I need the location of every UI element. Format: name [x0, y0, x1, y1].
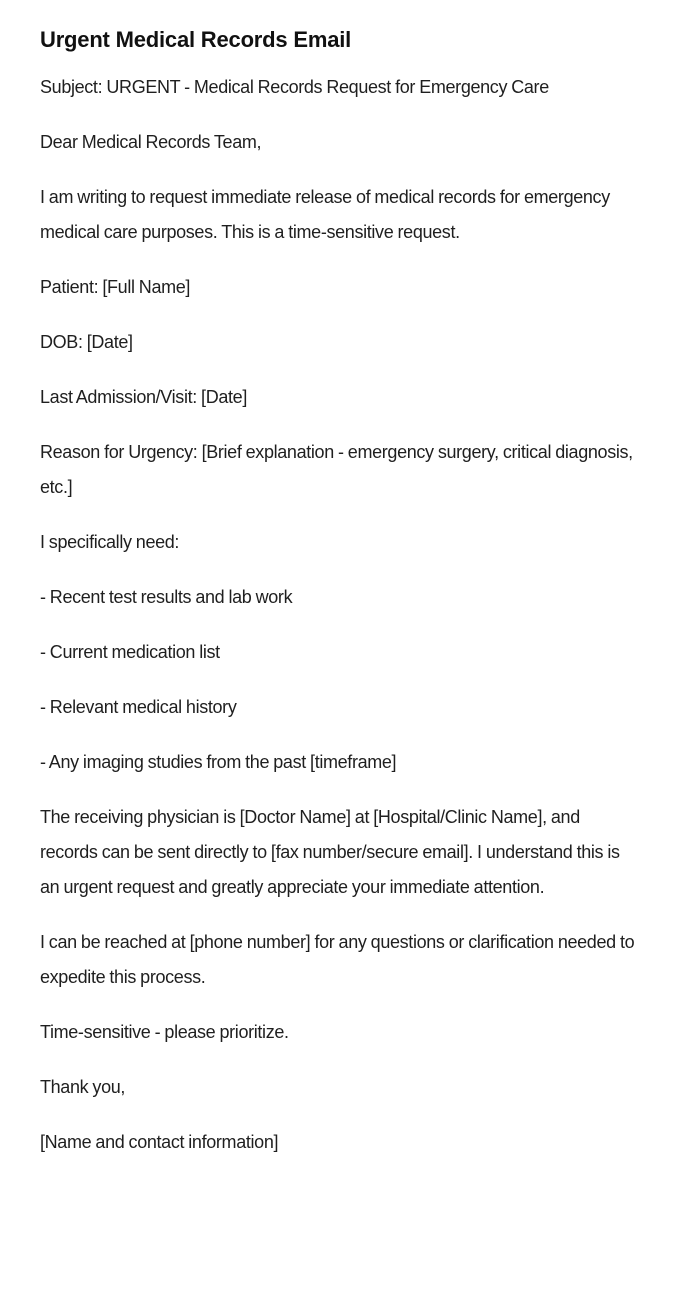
paragraph: - Current medication list — [40, 642, 220, 662]
paragraph: Dear Medical Records Team, — [40, 132, 262, 152]
paragraph: Patient: [Full Name] — [40, 277, 191, 297]
paragraph: - Any imaging studies from the past [timeframe] — [40, 752, 397, 772]
paragraph: Subject: URGENT - Medical Records Request for Emergency Care — [40, 77, 549, 97]
paragraph: Reason for Urgency: [Brief explanation - emergency surgery, critical diagnosis, etc.] — [40, 442, 633, 497]
paragraph: DOB: [Date] — [40, 332, 133, 352]
paragraph: - Recent test results and lab work — [40, 587, 293, 607]
paragraph: I can be reached at [phone number] for any questions or clarification needed to expedite this process. — [40, 932, 635, 987]
page-title: Urgent Medical Records Email — [40, 27, 352, 52]
paragraph: Last Admission/Visit: [Date] — [40, 387, 247, 407]
paragraph: Thank you, — [40, 1077, 126, 1097]
paragraph: I specifically need: — [40, 532, 180, 552]
paragraph: The receiving physician is [Doctor Name] at [Hospital/Clinic Name], and records can be sent directly to [fax number/secure email]. I understand this is an urgent request and greatly appreciate your immediate attention. — [40, 807, 620, 897]
paragraph: [Name and contact information] — [40, 1132, 279, 1152]
paragraph: Time-sensitive - please prioritize. — [40, 1022, 289, 1042]
paragraph: - Relevant medical history — [40, 697, 237, 717]
paragraph: I am writing to request immediate release of medical records for emergency medical care purposes. This is a time-sensitive request. — [40, 187, 610, 242]
document-body — [40, 70, 648, 1160]
